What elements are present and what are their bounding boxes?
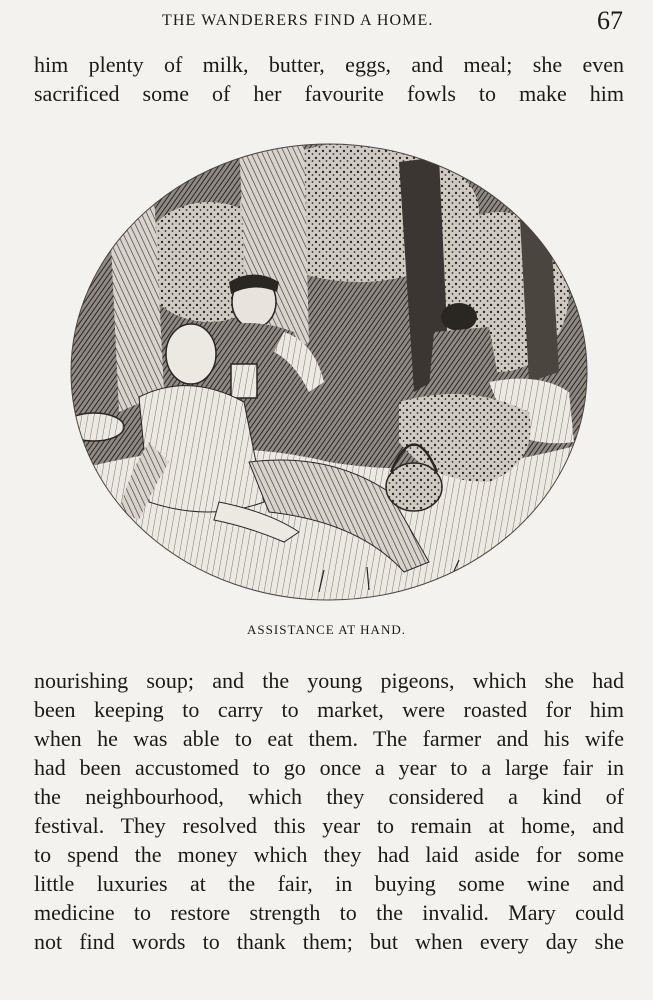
text-line: medicine to restore strength to the invalid. Mary could [34,900,624,925]
text-line: had been accustomed to go once a year to a large fair in [34,755,624,780]
text-line: little luxuries at the fair, in buying some wine and [34,871,624,896]
illustration-caption: ASSISTANCE AT HAND. [247,622,406,637]
running-title: THE WANDERERS FIND A HOME. [162,12,434,29]
text-line: festival. They resolved this year to remain at home, and [34,813,624,838]
text-line: the neighbourhood, which they considered a kind of [34,784,624,809]
text-line: to spend the money which they had laid aside for some [34,842,624,867]
running-head [0,6,653,34]
text-line: when he was able to eat them. The farmer and his wife [34,726,624,751]
text-line: nourishing soup; and the young pigeons, which she had [34,668,624,693]
engraving-illustration [69,142,589,610]
text-line: not find words to thank them; but when every day she [34,929,624,954]
text-line: been keeping to carry to market, were roasted for him [34,697,624,722]
body-paragraph [34,666,624,956]
page-number: 67 [597,6,623,35]
engraving-scene [69,142,589,610]
text-line: him plenty of milk, butter, eggs, and meal; she even [34,52,624,77]
top-paragraph [34,50,624,108]
text-line: sacrificed some of her favourite fowls to make him [34,81,624,106]
